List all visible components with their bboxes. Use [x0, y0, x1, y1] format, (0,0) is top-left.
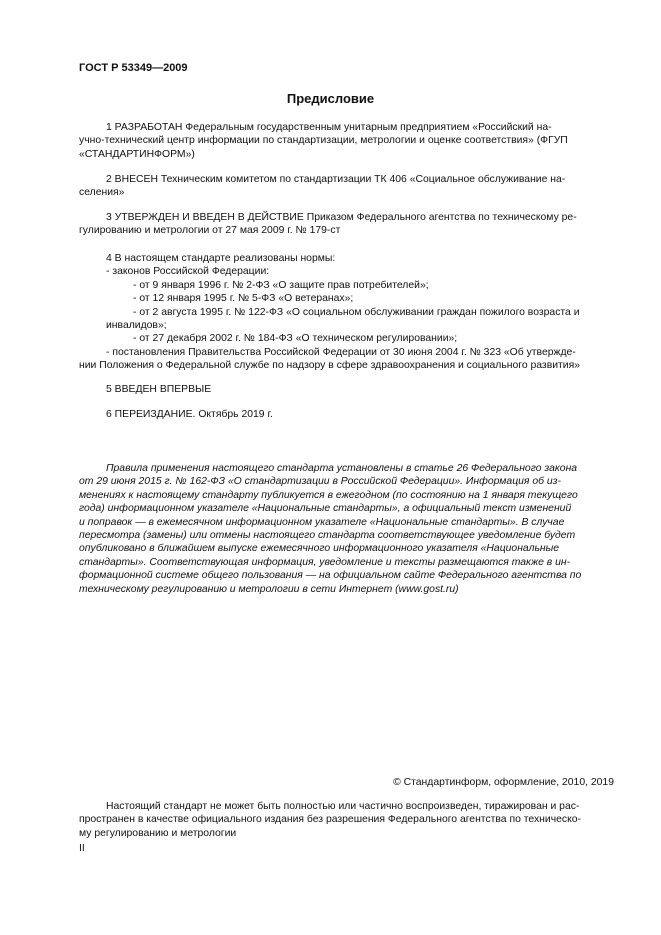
paragraph-4-line-3: - от 9 января 1996 г. № 2-ФЗ «О защите прав потребителей»; — [133, 279, 429, 291]
paragraph-5-line-1: 5 ВВЕДЕН ВПЕРВЫЕ — [106, 384, 212, 395]
paragraph-4-line-5: - от 2 августа 1995 г. № 122-ФЗ «О социальном обслуживании граждан пожилого возраста и — [133, 306, 580, 318]
document-code: ГОСТ Р 53349—2009 — [79, 62, 188, 74]
legal-line-3: му регулированию и метрологии — [79, 827, 237, 839]
notice-line-1: Правила применения настоящего стандарта установлены в статье 26 Федерального закона — [106, 463, 578, 474]
paragraph-4-line-6: инвалидов»; — [106, 320, 167, 332]
notice-line-7: опубликовано в ближайшем выпуске ежемесячного информационного указателя «Национальные — [79, 543, 560, 555]
paragraph-2-line-1: 2 ВНЕСЕН Техническим комитетом по стандартизации ТК 406 «Социальное обслуживание на- — [106, 174, 566, 185]
paragraph-4-line-9: нии Положения о Федеральной службе по надзору в сфере здравоохранения и социального развития» — [79, 360, 580, 372]
paragraph-3-line-2: гулированию и метрологии от 27 мая 2009 г. № 179-ст — [79, 225, 341, 237]
paragraph-2 — [79, 173, 614, 200]
notice-line-9: формационной системе общего пользования — на официальном сайте Федерального агентства по — [79, 570, 582, 582]
paragraph-4-line-4: - от 12 января 1995 г. № 5-ФЗ «О ветеранах»; — [133, 293, 354, 305]
notice-line-6: пересмотра (замены) или отмены настоящего стандарта соответствующее уведомление будет — [79, 530, 576, 542]
paragraph-5 — [106, 383, 616, 396]
paragraph-3 — [79, 211, 614, 238]
notice-line-10: техническому регулированию и метрологии в сети Интернет (www.gost.ru) — [79, 583, 459, 595]
paragraph-2-line-2: селения» — [79, 187, 125, 199]
notice-block — [79, 462, 615, 596]
legal-notice — [79, 800, 619, 840]
paragraph-4-line-7: - от 27 декабря 2002 г. № 184-ФЗ «О техническом регулировании»; — [133, 333, 458, 345]
legal-line-1: Настоящий стандарт не может быть полностью или частично воспроизведен, тиражирован и рас- — [106, 801, 580, 812]
paragraph-6 — [106, 408, 616, 421]
copyright-line: © Стандартинформ, оформление, 2010, 2019 — [393, 777, 614, 788]
paragraph-3-line-1: 3 УТВЕРЖДЕН И ВВЕДЕН В ДЕЙСТВИЕ Приказом Федерального агентства по техническому ре- — [106, 212, 577, 223]
notice-line-3: менениях к настоящему стандарту публикуется в ежегодном (по состоянию на 1 января текущего — [79, 489, 578, 501]
paragraph-4-line-2: - законов Российской Федерации: — [106, 266, 270, 278]
notice-line-5: и поправок — в ежемесячном информационном указателе «Национальные стандарты». В случае — [79, 516, 565, 528]
paragraph-1-line-2: учно-технический центр информации по стандартизации, метрологии и оценке соответствия» (ФГУП — [79, 135, 568, 147]
paragraph-4 — [79, 252, 619, 373]
paragraph-4-line-1: 4 В настоящем стандарте реализованы нормы: — [106, 253, 336, 264]
paragraph-4-line-8: - постановления Правительства Российской Федерации от 30 июня 2004 г. № 323 «Об утвержде- — [106, 346, 576, 358]
paragraph-1-line-1: 1 РАЗРАБОТАН Федеральным государственным унитарным предприятием «Российский на- — [106, 122, 552, 133]
page-title: Предисловие — [286, 91, 375, 106]
notice-line-4: года) информационном указателе «Национальные стандарты», а официальный текст изменений — [79, 503, 572, 515]
paragraph-1-line-3: «СТАНДАРТИНФОРМ») — [79, 148, 195, 160]
page-number: II — [79, 843, 85, 854]
legal-line-2: пространен в качестве официального издания без разрешения Федерального агентства по техническо- — [79, 814, 581, 826]
paragraph-6-line-1: 6 ПЕРЕИЗДАНИЕ. Октябрь 2019 г. — [106, 409, 273, 420]
paragraph-1 — [79, 121, 614, 161]
notice-line-8: стандарты». Соответствующая информация, уведомление и тексты размещаются также в ин- — [79, 556, 571, 568]
notice-line-2: от 29 июня 2015 г. № 162-ФЗ «О стандартизации в Российской Федерации». Информация об из- — [79, 476, 561, 488]
